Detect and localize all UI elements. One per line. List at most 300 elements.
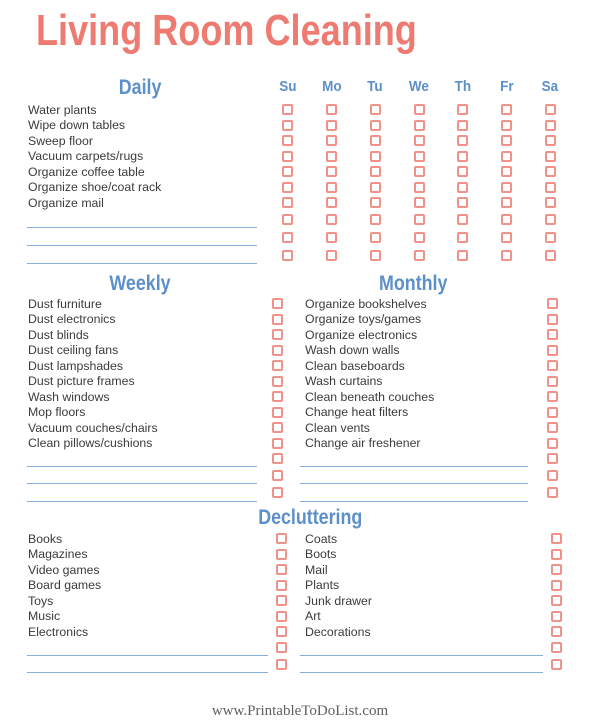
checkbox[interactable] — [414, 104, 425, 115]
checkbox[interactable] — [501, 151, 512, 162]
day-checkbox-cell — [528, 195, 572, 211]
write-line — [27, 245, 257, 246]
task-label: Art — [305, 609, 321, 624]
checkbox[interactable] — [501, 120, 512, 131]
day-checkbox-cell — [353, 180, 397, 196]
decluttering-left-task-row — [0, 531, 287, 547]
checkbox[interactable] — [272, 453, 283, 464]
task-label: Dust electronics — [28, 312, 116, 327]
day-checkbox-cell — [441, 180, 485, 196]
checkbox[interactable] — [326, 135, 337, 146]
day-checkbox-cell — [485, 247, 529, 265]
task-label: Dust ceiling fans — [28, 343, 119, 358]
monthly-blank-row — [300, 468, 558, 485]
day-header-sa: Sa — [541, 78, 559, 95]
checkbox[interactable] — [272, 487, 283, 498]
checkbox[interactable] — [282, 135, 293, 146]
checkbox[interactable] — [545, 104, 556, 115]
day-checkbox-cell — [441, 133, 485, 149]
day-checkbox-cell — [266, 211, 310, 229]
checkbox[interactable] — [326, 166, 337, 177]
day-checkbox-cell — [485, 211, 529, 229]
checkbox[interactable] — [547, 298, 558, 309]
day-checkbox-cell — [310, 180, 354, 196]
checkbox[interactable] — [547, 314, 558, 325]
checkbox[interactable] — [326, 250, 337, 261]
checkbox[interactable] — [276, 595, 287, 606]
checkbox[interactable] — [282, 120, 293, 131]
day-checkbox-cell — [266, 118, 310, 134]
day-checkbox-cell — [353, 195, 397, 211]
day-checkbox-cells — [266, 180, 572, 196]
decluttering-section-title: Decluttering — [257, 506, 363, 529]
checkbox[interactable] — [282, 104, 293, 115]
checkbox[interactable] — [457, 197, 468, 208]
task-label: Coats — [305, 531, 338, 546]
weekly-task-row — [0, 436, 283, 452]
checkbox[interactable] — [547, 376, 558, 387]
decluttering-right-rows — [300, 531, 562, 674]
weekly-section-title: Weekly — [109, 272, 171, 295]
day-checkbox-cell — [397, 133, 441, 149]
day-checkbox-cell — [441, 164, 485, 180]
decluttering-left-task-row — [0, 593, 287, 609]
checkbox[interactable] — [547, 329, 558, 340]
decluttering-right-task-row — [300, 624, 562, 640]
decluttering-left-task-row — [0, 609, 287, 625]
day-checkbox-cell — [353, 247, 397, 265]
task-label: Electronics — [28, 624, 89, 639]
weekly-task-row — [0, 405, 283, 421]
checkbox[interactable] — [276, 580, 287, 591]
checkbox[interactable] — [501, 214, 512, 225]
day-header-th: Th — [454, 78, 471, 95]
checkbox[interactable] — [282, 232, 293, 243]
checkbox[interactable] — [414, 151, 425, 162]
task-label: Mail — [305, 562, 328, 577]
task-label: Board games — [28, 578, 102, 593]
daily-task-row — [0, 180, 600, 196]
write-line — [300, 501, 528, 502]
monthly-blank-row — [300, 485, 558, 502]
task-label: Clean beneath couches — [305, 389, 435, 404]
checkbox[interactable] — [414, 166, 425, 177]
decluttering-left-task-row — [0, 547, 287, 563]
checkbox[interactable] — [282, 182, 293, 193]
checkbox[interactable] — [370, 166, 381, 177]
task-label: Dust furniture — [28, 296, 102, 311]
weekly-task-rows — [0, 296, 283, 503]
checkbox[interactable] — [414, 135, 425, 146]
day-header-tu: Tu — [367, 78, 384, 95]
checkbox[interactable] — [547, 345, 558, 356]
checkbox[interactable] — [276, 533, 287, 544]
checkbox[interactable] — [276, 642, 287, 653]
day-checkbox-cell — [441, 102, 485, 118]
decluttering-right-task-row — [300, 593, 562, 609]
weekly-task-row — [0, 312, 283, 328]
write-line — [300, 466, 528, 467]
checkbox[interactable] — [272, 407, 283, 418]
task-label: Video games — [28, 562, 100, 577]
weekly-blank-row — [0, 451, 283, 468]
task-label: Toys — [28, 593, 54, 608]
day-checkbox-cell — [310, 211, 354, 229]
checkbox[interactable] — [545, 135, 556, 146]
checkbox[interactable] — [282, 250, 293, 261]
write-line — [27, 655, 268, 656]
checkbox[interactable] — [545, 166, 556, 177]
daily-task-row — [0, 118, 600, 134]
write-line — [27, 263, 257, 264]
task-label: Change heat filters — [305, 405, 409, 420]
day-checkbox-cell — [310, 247, 354, 265]
checkbox[interactable] — [457, 182, 468, 193]
checkbox[interactable] — [547, 391, 558, 402]
checkbox[interactable] — [326, 151, 337, 162]
decluttering-right-task-row — [300, 531, 562, 547]
daily-task-row — [0, 195, 600, 211]
day-checkbox-cell — [528, 229, 572, 247]
write-line — [300, 655, 543, 656]
day-checkbox-cell — [266, 164, 310, 180]
day-checkbox-cell — [485, 133, 529, 149]
monthly-task-rows — [300, 296, 558, 503]
checkbox[interactable] — [545, 214, 556, 225]
checkbox[interactable] — [282, 214, 293, 225]
checkbox[interactable] — [272, 345, 283, 356]
day-checkbox-cell — [266, 180, 310, 196]
checkbox[interactable] — [501, 166, 512, 177]
day-checkbox-cells — [266, 149, 572, 165]
day-checkbox-cell — [441, 229, 485, 247]
daily-task-rows — [0, 102, 600, 265]
write-line — [27, 227, 257, 228]
checkbox[interactable] — [545, 151, 556, 162]
day-header-we: We — [409, 78, 430, 95]
day-checkbox-cell — [353, 164, 397, 180]
checkbox[interactable] — [370, 182, 381, 193]
day-checkbox-cell — [397, 229, 441, 247]
decluttering-right-task-row — [300, 609, 562, 625]
task-label: Clean pillows/cushions — [28, 436, 153, 451]
checkbox[interactable] — [547, 453, 558, 464]
daily-blank-row — [0, 211, 600, 229]
daily-task-row — [0, 102, 600, 118]
task-label: Books — [28, 531, 63, 546]
monthly-task-row — [300, 436, 558, 452]
task-label: Wash down walls — [305, 343, 400, 358]
checkbox[interactable] — [547, 438, 558, 449]
decluttering-left-task-row — [0, 578, 287, 594]
day-of-week-headers — [266, 78, 572, 95]
write-line — [27, 672, 268, 673]
day-checkbox-cell — [441, 195, 485, 211]
checkbox[interactable] — [547, 470, 558, 481]
day-checkbox-cell — [441, 247, 485, 265]
checkbox[interactable] — [545, 120, 556, 131]
checkbox[interactable] — [276, 611, 287, 622]
day-checkbox-cell — [397, 149, 441, 165]
task-label: Organize toys/games — [305, 312, 422, 327]
task-label: Change air freshener — [305, 436, 421, 451]
day-header-fr: Fr — [499, 78, 514, 95]
task-label: Wash windows — [28, 389, 110, 404]
checkbox[interactable] — [370, 151, 381, 162]
weekly-task-row — [0, 420, 283, 436]
task-label: Organize shoe/coat rack — [28, 180, 162, 195]
day-header-su: Su — [279, 78, 297, 95]
day-checkbox-cell — [310, 164, 354, 180]
checkbox[interactable] — [276, 564, 287, 575]
checkbox[interactable] — [272, 438, 283, 449]
day-checkbox-cell — [310, 149, 354, 165]
weekly-task-row — [0, 296, 283, 312]
day-header-mo: Mo — [321, 78, 342, 95]
checkbox[interactable] — [545, 232, 556, 243]
day-checkbox-cell — [441, 149, 485, 165]
checkbox[interactable] — [370, 250, 381, 261]
checkbox[interactable] — [545, 182, 556, 193]
checkbox[interactable] — [272, 314, 283, 325]
checkbox[interactable] — [457, 104, 468, 115]
task-label: Clean baseboards — [305, 358, 405, 373]
page-title: Living Room Cleaning — [36, 6, 417, 55]
checkbox[interactable] — [276, 549, 287, 560]
checkbox[interactable] — [547, 487, 558, 498]
checkbox[interactable] — [326, 232, 337, 243]
checkbox[interactable] — [551, 533, 562, 544]
day-checkbox-cell — [397, 211, 441, 229]
checkbox[interactable] — [272, 329, 283, 340]
day-checkbox-cell — [353, 149, 397, 165]
day-checkbox-cells — [266, 247, 572, 265]
task-label: Organize electronics — [305, 327, 418, 342]
checkbox[interactable] — [545, 197, 556, 208]
day-checkbox-cells — [266, 133, 572, 149]
task-label: Boots — [305, 547, 337, 562]
checkbox[interactable] — [501, 135, 512, 146]
checkbox[interactable] — [370, 214, 381, 225]
day-checkbox-cell — [353, 102, 397, 118]
checkbox[interactable] — [370, 120, 381, 131]
checkbox[interactable] — [370, 232, 381, 243]
day-checkbox-cells — [266, 118, 572, 134]
checkbox[interactable] — [457, 250, 468, 261]
task-label: Music — [28, 609, 61, 624]
task-label: Clean vents — [305, 420, 370, 435]
day-checkbox-cell — [528, 102, 572, 118]
task-label: Sweep floor — [28, 133, 93, 148]
day-checkbox-cell — [266, 195, 310, 211]
day-checkbox-cell — [397, 247, 441, 265]
day-checkbox-cell — [353, 118, 397, 134]
day-checkbox-cell — [485, 118, 529, 134]
day-checkbox-cell — [266, 133, 310, 149]
checkbox[interactable] — [501, 232, 512, 243]
checkbox[interactable] — [282, 197, 293, 208]
checkbox[interactable] — [551, 659, 562, 670]
day-checkbox-cell — [353, 229, 397, 247]
decluttering-right-task-row — [300, 547, 562, 563]
checkbox[interactable] — [326, 182, 337, 193]
task-label: Wash curtains — [305, 374, 383, 389]
task-label: Organize coffee table — [28, 164, 145, 179]
monthly-task-row — [300, 374, 558, 390]
checkbox[interactable] — [545, 250, 556, 261]
task-label: Decorations — [305, 624, 371, 639]
decluttering-left-task-row — [0, 562, 287, 578]
checkbox[interactable] — [547, 360, 558, 371]
checkbox[interactable] — [501, 182, 512, 193]
checkbox[interactable] — [326, 120, 337, 131]
checkbox[interactable] — [457, 120, 468, 131]
checkbox[interactable] — [414, 120, 425, 131]
day-checkbox-cell — [397, 180, 441, 196]
task-label: Organize mail — [28, 195, 104, 210]
checkbox[interactable] — [457, 166, 468, 177]
day-checkbox-cell — [441, 211, 485, 229]
task-label: Wipe down tables — [28, 118, 126, 133]
decluttering-left-rows — [0, 531, 287, 674]
monthly-task-row — [300, 327, 558, 343]
day-checkbox-cell — [485, 102, 529, 118]
day-checkbox-cell — [310, 195, 354, 211]
decluttering-right-task-row — [300, 578, 562, 594]
checkbox[interactable] — [276, 659, 287, 670]
checkbox[interactable] — [370, 135, 381, 146]
checkbox[interactable] — [326, 197, 337, 208]
day-checkbox-cell — [266, 102, 310, 118]
write-line — [300, 483, 528, 484]
day-checkbox-cell — [485, 149, 529, 165]
day-checkbox-cell — [397, 164, 441, 180]
day-checkbox-cell — [485, 195, 529, 211]
checkbox[interactable] — [551, 564, 562, 575]
checkbox[interactable] — [272, 298, 283, 309]
checkbox[interactable] — [551, 642, 562, 653]
day-checkbox-cells — [266, 195, 572, 211]
checkbox[interactable] — [501, 197, 512, 208]
checkbox[interactable] — [272, 422, 283, 433]
day-checkbox-cell — [397, 102, 441, 118]
checkbox[interactable] — [272, 470, 283, 481]
checkbox[interactable] — [414, 250, 425, 261]
checkbox[interactable] — [551, 626, 562, 637]
task-label: Plants — [305, 578, 340, 593]
checkbox[interactable] — [457, 151, 468, 162]
decluttering-right-blank-row — [300, 657, 562, 674]
monthly-task-row — [300, 389, 558, 405]
checkbox[interactable] — [551, 549, 562, 560]
weekly-task-row — [0, 389, 283, 405]
monthly-task-row — [300, 296, 558, 312]
checkbox[interactable] — [414, 197, 425, 208]
checkbox[interactable] — [547, 407, 558, 418]
write-line — [300, 672, 543, 673]
decluttering-right-blank-row — [300, 640, 562, 657]
day-checkbox-cells — [266, 102, 572, 118]
daily-task-row — [0, 164, 600, 180]
write-line — [27, 466, 257, 467]
checkbox[interactable] — [326, 214, 337, 225]
checkbox[interactable] — [276, 626, 287, 637]
day-checkbox-cells — [266, 229, 572, 247]
checkbox[interactable] — [501, 250, 512, 261]
monthly-task-row — [300, 420, 558, 436]
monthly-blank-row — [300, 451, 558, 468]
day-checkbox-cell — [528, 180, 572, 196]
day-checkbox-cell — [310, 133, 354, 149]
task-label: Dust picture frames — [28, 374, 135, 389]
write-line — [27, 501, 257, 502]
daily-blank-row — [0, 247, 600, 265]
checkbox[interactable] — [551, 580, 562, 591]
monthly-task-row — [300, 405, 558, 421]
checkbox[interactable] — [547, 422, 558, 433]
weekly-task-row — [0, 358, 283, 374]
day-checkbox-cell — [485, 229, 529, 247]
checkbox[interactable] — [282, 166, 293, 177]
checkbox[interactable] — [457, 232, 468, 243]
day-checkbox-cell — [397, 118, 441, 134]
checkbox[interactable] — [282, 151, 293, 162]
day-checkbox-cell — [485, 164, 529, 180]
checkbox[interactable] — [414, 214, 425, 225]
weekly-task-row — [0, 327, 283, 343]
day-checkbox-cell — [310, 229, 354, 247]
day-checkbox-cell — [528, 133, 572, 149]
decluttering-left-task-row — [0, 624, 287, 640]
weekly-blank-row — [0, 468, 283, 485]
checkbox[interactable] — [551, 611, 562, 622]
day-checkbox-cell — [353, 133, 397, 149]
checkbox[interactable] — [272, 376, 283, 387]
checkbox[interactable] — [272, 360, 283, 371]
daily-task-row — [0, 133, 600, 149]
task-label: Dust lampshades — [28, 358, 124, 373]
weekly-task-row — [0, 343, 283, 359]
checkbox[interactable] — [370, 197, 381, 208]
monthly-section-title: Monthly — [378, 272, 448, 295]
task-label: Junk drawer — [305, 593, 372, 608]
checkbox[interactable] — [457, 214, 468, 225]
checkbox[interactable] — [414, 232, 425, 243]
task-label: Water plants — [28, 102, 97, 117]
day-checkbox-cells — [266, 211, 572, 229]
task-label: Dust blinds — [28, 327, 89, 342]
checkbox[interactable] — [551, 595, 562, 606]
checkbox[interactable] — [457, 135, 468, 146]
task-label: Magazines — [28, 547, 88, 562]
checkbox[interactable] — [370, 104, 381, 115]
checkbox[interactable] — [501, 104, 512, 115]
weekly-blank-row — [0, 485, 283, 502]
day-checkbox-cell — [528, 149, 572, 165]
monthly-task-row — [300, 312, 558, 328]
day-checkbox-cell — [310, 118, 354, 134]
day-checkbox-cell — [528, 118, 572, 134]
checkbox[interactable] — [326, 104, 337, 115]
footer-url: www.PrintableToDoList.com — [211, 703, 389, 719]
day-checkbox-cell — [266, 247, 310, 265]
day-checkbox-cell — [441, 118, 485, 134]
checkbox[interactable] — [272, 391, 283, 402]
checkbox[interactable] — [414, 182, 425, 193]
day-checkbox-cells — [266, 164, 572, 180]
write-line — [27, 483, 257, 484]
day-checkbox-cell — [485, 180, 529, 196]
